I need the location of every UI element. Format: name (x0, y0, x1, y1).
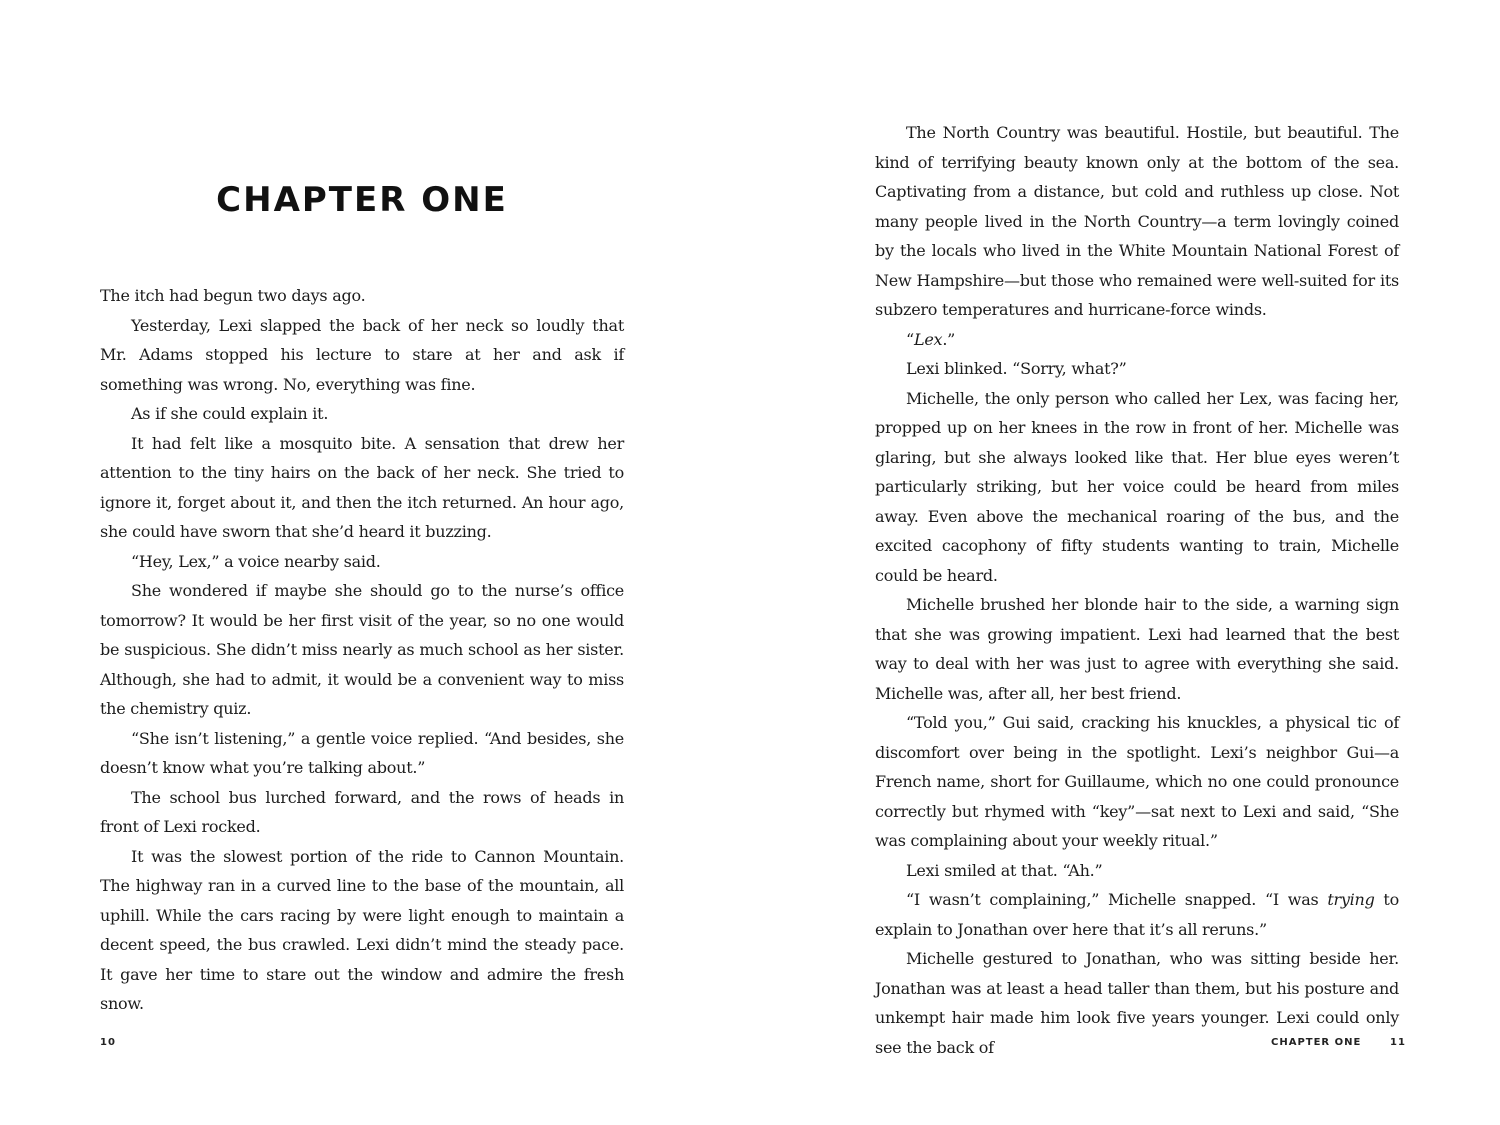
paragraph: The school bus lurched forward, and the rows of heads in front of Lexi rocked. (100, 787, 624, 836)
text-segment: to explain to Jonathan over here that it’s all reruns.” (875, 890, 1399, 939)
right-page (750, 0, 1500, 1125)
page-number: 11 (1390, 1037, 1406, 1048)
page-number: 10 (100, 1037, 116, 1048)
paragraph: The itch had begun two days ago. (100, 286, 366, 305)
paragraph: It had felt like a mosquito bite. A sensation that drew her attention to the tiny hairs on the back of her neck. She tried to ignore it, forget about it, and then the itch returned. An hour ago, she could have sworn that she’d heard it buzzing. (100, 433, 624, 541)
paragraph: Lexi smiled at that. “Ah.” (906, 860, 1103, 880)
paragraph: The North Country was beautiful. Hostile, but beautiful. The kind of terrifying beauty known only at the bottom of the sea. Captivating from a distance, but cold and ruthless up close. Not many people lived in the North Country—a term lovingly coined by the locals who lived in the White Mountain National Forest of New Hampshire—but those who remained were well-suited for its subzero temperatures and hurricane-force winds. (875, 123, 1399, 319)
paragraph: “Told you,” Gui said, cracking his knuckles, a physical tic of discomfort over being in the spotlight. Lexi’s neighbor Gui—a French name, short for Guillaume, which no one could pronounce correctly but rhymed with “key”—sat next to Lexi and said, “She was complaining about your weekly ritual.” (875, 713, 1399, 850)
paragraph (875, 325, 1399, 355)
italic-text: Lex (913, 329, 943, 349)
text-segment: “I wasn’t complaining,” Michelle snapped. “I was (906, 890, 1328, 909)
paragraph: It was the slowest portion of the ride to Cannon Mountain. The highway ran in a curved line to the base of the mountain, all uphill. While the cars racing by were light enough to maintain a decent speed, the bus crawled. Lexi didn’t mind the steady pace. It gave her time to stare out the window and admire the fresh snow. (100, 846, 624, 1013)
paragraph: Yesterday, Lexi slapped the back of her neck so loudly that Mr. Adams stopped his lecture to stare at her and ask if something was wrong. No, everything was fine. (100, 315, 624, 394)
paragraph: “Hey, Lex,” a voice nearby said. (131, 551, 381, 571)
chapter-title: CHAPTER ONE (216, 180, 508, 220)
paragraph: Michelle, the only person who called her Lex, was facing her, propped up on her knees in the row in front of her. Michelle was glaring, but she always looked like that. Her blue eyes weren’t particularly striking, but her voice could be heard from miles away. Even above the mechanical roaring of the bus, and the excited cacophony of fifty students wanting to train, Michelle could be heard. (875, 388, 1399, 585)
paragraph: Lexi blinked. “Sorry, what?” (906, 359, 1127, 378)
paragraph: Michelle brushed her blonde hair to the side, a warning sign that she was growing impatient. Lexi had learned that the best way to deal with her was just to agree with everything she said. Michelle was, after all, her best friend. (875, 595, 1399, 703)
paragraph: “She isn’t listening,” a gentle voice replied. “And besides, she doesn’t know what you’re talking about.” (100, 728, 624, 777)
italic-text: trying (1327, 890, 1375, 909)
quote-close: .” (942, 329, 956, 349)
left-page-body (100, 281, 624, 1019)
quote-open: “ (906, 329, 914, 349)
right-page-body (875, 118, 1399, 1062)
paragraph: As if she could explain it. (131, 404, 329, 423)
running-head: CHAPTER ONE (1271, 1037, 1362, 1048)
paragraph: Michelle gestured to Jonathan, who was sitting beside her. Jonathan was at least a head taller than them, but his posture and unkempt hair made him look five years younger. Lexi could only see the back of (875, 949, 1399, 1057)
paragraph (875, 885, 1399, 944)
paragraph: She wondered if maybe she should go to the nurse’s office tomorrow? It would be her first visit of the year, so no one would be suspicious. She didn’t miss nearly as much school as her sister. Although, she had to admit, it would be a convenient way to miss the chemistry quiz. (100, 581, 624, 718)
